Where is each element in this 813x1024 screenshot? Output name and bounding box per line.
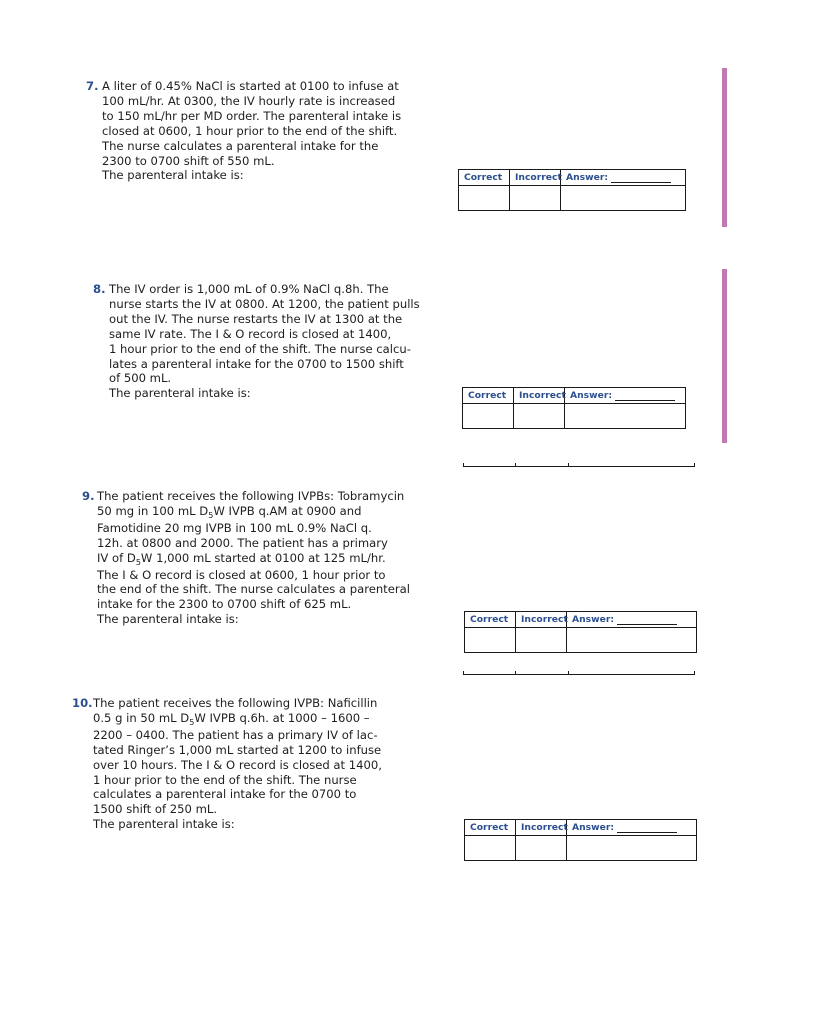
question-text-line: Famotidine 20 mg IVPB in 100 mL 0.9% NaCl q. [97,520,372,535]
margin-accent-bar [722,68,727,227]
question-9 [82,489,410,627]
separator-tick [694,463,695,467]
margin-accent-bar [722,269,727,443]
correct-checkbox-cell[interactable] [459,186,510,210]
question-text-line: lates a parenteral intake for the 0700 to 1500 shift [109,356,404,371]
question-text-line: IV of $D_5W$ 1,000 mL started at 0100 at 125 mL/hr. [97,550,386,567]
answer-cell[interactable] [565,404,685,428]
question-text-line: 2200 – 0400. The patient has a primary IV of lac- [93,727,378,742]
answer-blank[interactable] [617,823,677,833]
question-text-line: intake for the 2300 to 0700 shift of 625 mL. [97,597,352,612]
answer-label: Answer: [566,172,609,183]
incorrect-checkbox-cell[interactable] [516,836,567,860]
incorrect-header: Incorrect [516,820,567,836]
question-text-line: same IV rate. The I & O record is closed at 1400, [109,326,392,341]
grading-table-7 [458,169,686,211]
question-number: 8. [93,282,106,296]
question-number: 10. [72,696,93,710]
answer-cell[interactable] [561,186,685,210]
answer-label: Answer: [572,614,615,625]
question-text-line: 2300 to 0700 shift of 550 mL. [102,153,275,168]
separator-tick [463,463,464,467]
separator-tick [568,671,569,675]
grading-table-10 [464,819,697,861]
answer-cell[interactable] [567,836,696,860]
question-prompt: The parenteral intake is: [97,612,239,627]
question-text-line: 1 hour prior to the end of the shift. The nurse calcu- [109,341,411,356]
answer-cell[interactable] [567,628,696,652]
question-text-line: 0.5 g in 50 mL $D_5W$ IVPB q.6h. at 1000 – 1600 – [93,710,370,727]
incorrect-header: Incorrect [510,170,561,186]
correct-checkbox-cell[interactable] [463,404,514,428]
question-text-line: 100 mL/hr. At 0300, the IV hourly rate is increased [102,93,396,108]
question-text-line: over 10 hours. The I & O record is closed at 1400, [93,757,382,772]
answer-header [565,388,685,404]
question-text-line: calculates a parenteral intake for the 0700 to [93,787,357,802]
question-prompt: The parenteral intake is: [93,817,235,832]
separator-tick [694,671,695,675]
separator-tick [568,463,569,467]
grading-table-8 [462,387,686,429]
separator-tick [515,463,516,467]
question-text-line: of 500 mL. [109,371,172,386]
question-text-line: 12h. at 0800 and 2000. The patient has a primary [97,535,388,550]
incorrect-checkbox-cell[interactable] [516,628,567,652]
answer-blank[interactable] [617,615,677,625]
incorrect-checkbox-cell[interactable] [510,186,561,210]
answer-header [567,820,696,836]
question-text-line: The I & O record is closed at 0600, 1 hour prior to [97,567,386,582]
question-number: 7. [86,79,99,93]
question-text-line: A liter of 0.45% NaCl is started at 0100 to infuse at [102,79,399,93]
question-text-line: The IV order is 1,000 mL of 0.9% NaCl q.8h. The [109,282,389,296]
question-text-line: 50 mg in 100 mL $D_5W$ IVPB q.AM at 0900 and [97,503,362,520]
question-text-line: to 150 mL/hr per MD order. The parenteral intake is [102,108,402,123]
separator-tick [463,671,464,675]
question-prompt: The parenteral intake is: [102,168,244,183]
question-number: 9. [82,489,95,503]
question-text-line: closed at 0600, 1 hour prior to the end of the shift. [102,123,398,138]
correct-header: Correct [465,612,516,628]
question-prompt: The parenteral intake is: [109,386,251,401]
correct-header: Correct [465,820,516,836]
question-text-line: tated Ringer’s 1,000 mL started at 1200 to infuse [93,742,382,757]
separator-rule [463,466,695,467]
question-text-line: 1 hour prior to the end of the shift. The nurse [93,772,357,787]
question-text-line: 1500 shift of 250 mL. [93,802,218,817]
question-text-line: nurse starts the IV at 0800. At 1200, the patient pulls [109,296,420,311]
question-text-line: The patient receives the following IVPB: Naficillin [93,696,378,710]
correct-header: Correct [463,388,514,404]
separator-tick [515,671,516,675]
answer-label: Answer: [570,390,613,401]
correct-checkbox-cell[interactable] [465,628,516,652]
question-text-line: The patient receives the following IVPBs: Tobramycin [97,489,405,503]
incorrect-checkbox-cell[interactable] [514,404,565,428]
incorrect-header: Incorrect [514,388,565,404]
question-10 [72,696,382,832]
question-7 [86,79,402,183]
question-text-line: the end of the shift. The nurse calculates a parenteral [97,582,410,597]
separator-rule [463,674,695,675]
correct-checkbox-cell[interactable] [465,836,516,860]
correct-header: Correct [459,170,510,186]
answer-label: Answer: [572,822,615,833]
answer-blank[interactable] [611,173,671,183]
grading-table-9 [464,611,697,653]
question-text-line: out the IV. The nurse restarts the IV at 1300 at the [109,311,403,326]
incorrect-header: Incorrect [516,612,567,628]
question-8 [93,282,420,401]
answer-header [567,612,696,628]
question-text-line: The nurse calculates a parenteral intake for the [102,138,379,153]
answer-header [561,170,685,186]
answer-blank[interactable] [615,391,675,401]
